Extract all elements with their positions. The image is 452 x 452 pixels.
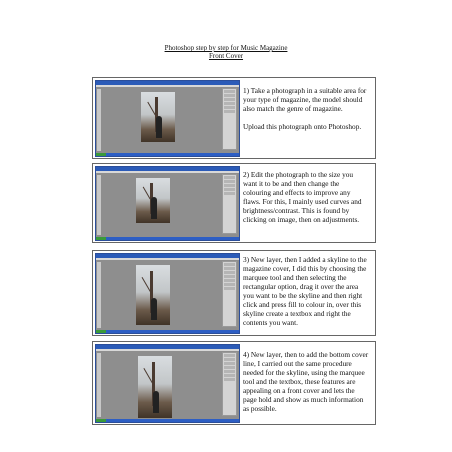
toolbox-panel xyxy=(97,89,101,151)
model-figure xyxy=(156,116,162,138)
step-2-screenshot xyxy=(95,166,240,241)
photo-canvas xyxy=(136,265,170,325)
title-line-2: Front Cover xyxy=(208,52,244,60)
step-2-box xyxy=(92,163,376,243)
photoshop-window xyxy=(95,166,240,241)
page-title xyxy=(0,44,452,60)
toolbox-panel xyxy=(97,353,101,417)
step-1-paragraph-2: Upload this photograph onto Photoshop. xyxy=(243,122,362,131)
photo-canvas xyxy=(136,178,170,223)
title-line-1: Photoshop step by step for Music Magazine xyxy=(164,44,288,52)
menu-bar xyxy=(96,171,239,173)
layers-panel xyxy=(222,261,237,327)
menu-bar xyxy=(96,85,239,87)
start-button xyxy=(96,330,106,333)
start-button xyxy=(96,237,106,240)
photoshop-window xyxy=(95,344,240,423)
layers-panel xyxy=(222,88,237,150)
model-figure xyxy=(153,391,159,413)
step-4-paragraph-1: 4) New layer, then to add the bottom cover line, I carried out the same procedure needed for the skyline, using the marquee tool and the textbox, these features are appealing on a front cover and lets the page hold and show as much information as possible. xyxy=(243,350,369,413)
toolbox-panel xyxy=(97,262,101,328)
photoshop-window xyxy=(95,253,240,334)
step-1-text xyxy=(243,86,369,140)
photo-canvas xyxy=(141,92,175,142)
step-3-box xyxy=(92,250,376,336)
toolbox-panel xyxy=(97,175,101,235)
start-button xyxy=(96,419,106,422)
step-4-box xyxy=(92,341,376,425)
step-2-paragraph-1: 2) Edit the photograph to the size you want it to be and then change the colouring and effects to improve any flaws. For this, I mainly used curves and brightness/contrast. This is found by clicking on image, then on adjustments. xyxy=(243,170,362,224)
layers-panel xyxy=(222,352,237,416)
step-1-box xyxy=(92,77,376,159)
model-figure xyxy=(151,197,157,219)
step-4-screenshot xyxy=(95,344,240,423)
layers-panel xyxy=(222,174,237,234)
menu-bar xyxy=(96,258,239,260)
taskbar xyxy=(96,237,239,240)
step-3-text xyxy=(243,255,369,336)
step-3-screenshot xyxy=(95,253,240,334)
step-2-text xyxy=(243,170,369,233)
step-4-text xyxy=(243,350,369,422)
step-1-paragraph-1: 1) Take a photograph in a suitable area for your type of magazine, the model should also match the genre of magazine. xyxy=(243,86,367,113)
step-3-paragraph-1: 3) New layer, then I added a skyline to the magazine cover, I did this by choosing the marquee tool and then selecting the rectangular option, drag it over the area you want to be the skyline and then right click and press fill to colour in, over this skyline create a textbox and right the contents you want. xyxy=(243,255,367,327)
step-1-screenshot xyxy=(95,80,240,157)
taskbar xyxy=(96,330,239,333)
taskbar xyxy=(96,419,239,422)
taskbar xyxy=(96,153,239,156)
model-figure xyxy=(151,298,157,320)
photo-canvas xyxy=(138,356,172,418)
photoshop-window xyxy=(95,80,240,157)
menu-bar xyxy=(96,349,239,351)
start-button xyxy=(96,153,106,156)
